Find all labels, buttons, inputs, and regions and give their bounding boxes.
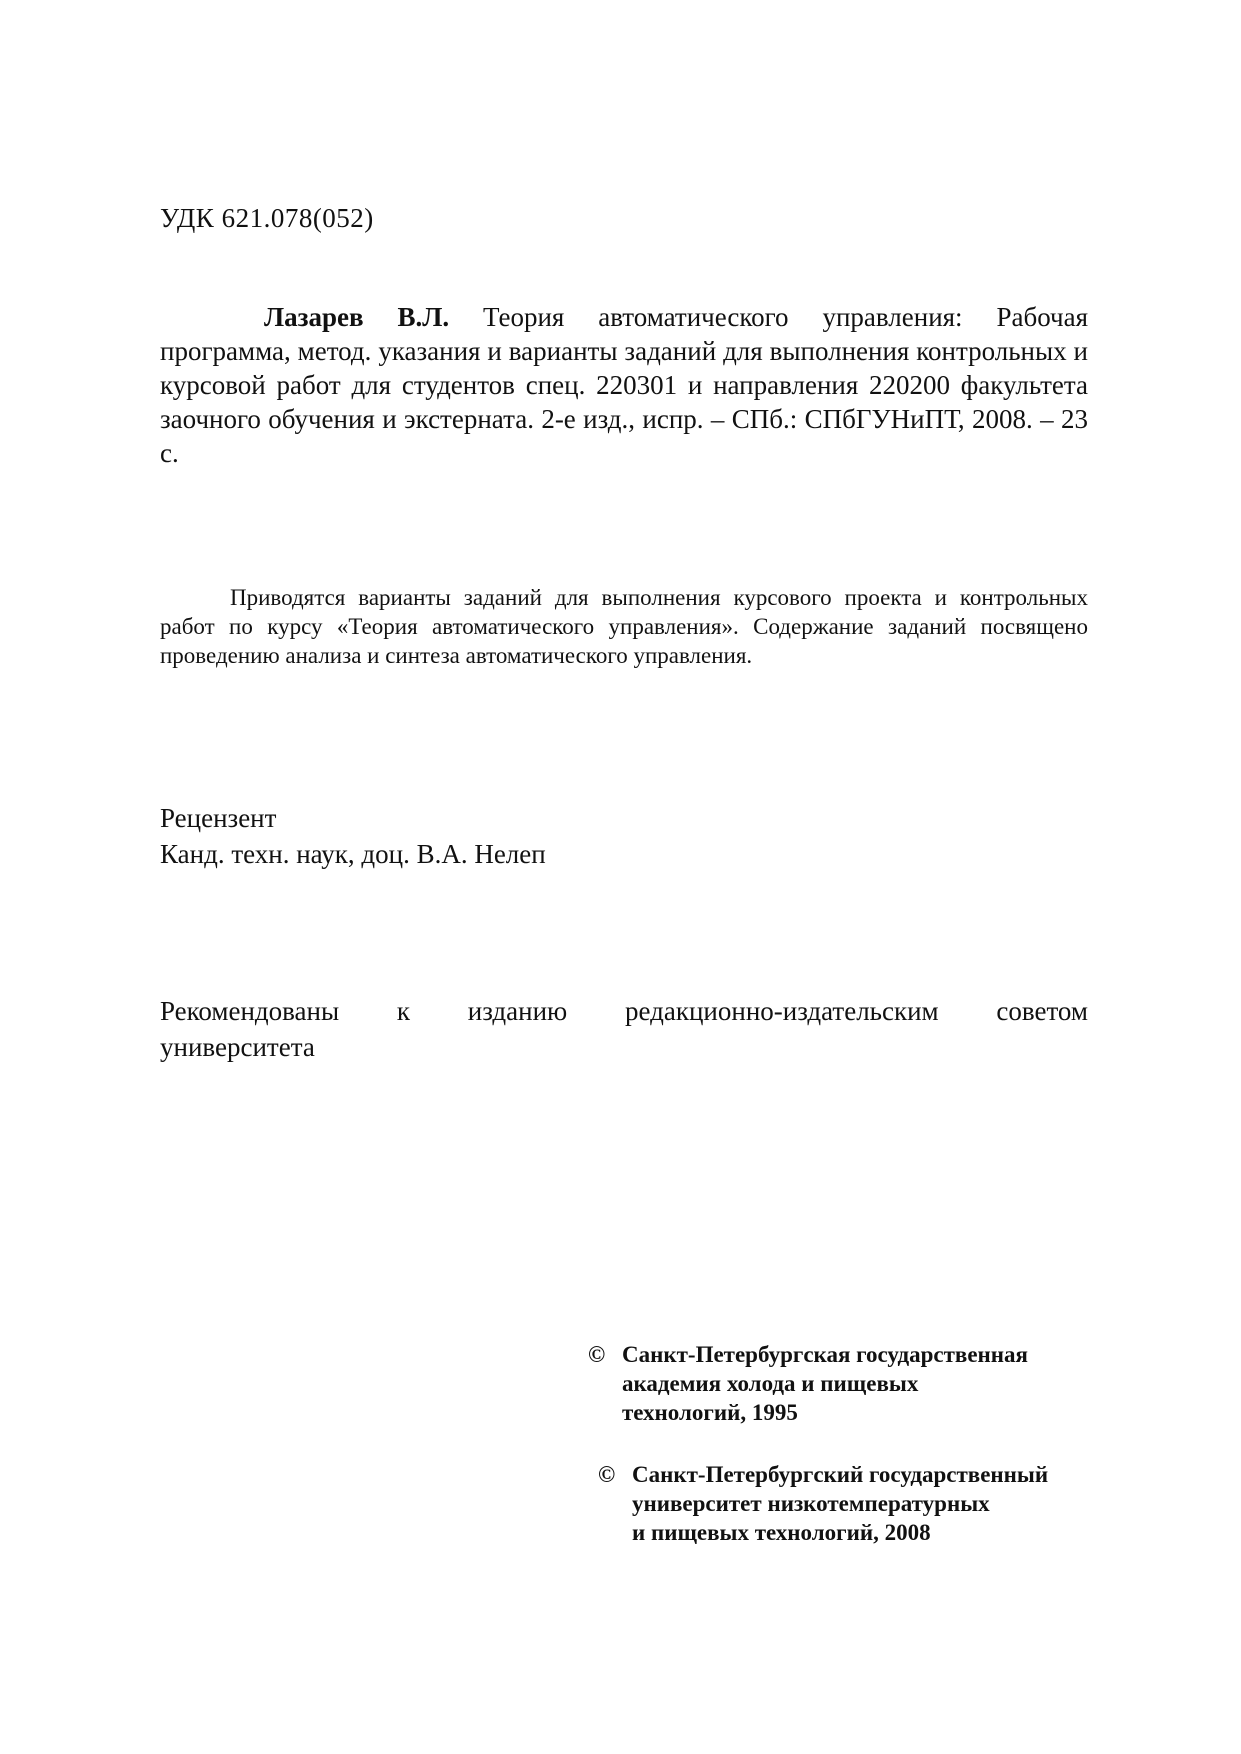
copyright-line: университет низкотемпературных <box>632 1491 990 1516</box>
author-name: Лазарев В.Л. <box>264 302 450 332</box>
reviewer-name: Канд. техн. наук, доц. В.А. Нелеп <box>160 839 546 869</box>
copyright-notice-academy <box>588 1340 1028 1427</box>
copyright-line: Санкт-Петербургский государственный <box>632 1462 1049 1487</box>
recommendation-word: изданию <box>467 996 568 1026</box>
recommendation-last-line: университета <box>160 1032 315 1062</box>
copyright-line: технологий, 1995 <box>622 1400 798 1425</box>
copyright-symbol: © <box>598 1462 616 1487</box>
recommendation-word: советом <box>996 996 1088 1026</box>
bibliographic-text: Теория автоматического управления: Рабочая программа, метод. указания и варианты заданий для выполнения контрольных и курсовой работ для студентов спец. 220301 и направления 220200 факультета заочного обучения и экстерната. 2-е изд., испр. – СПб.: СПбГУНиПТ, 2008. – 23 с. <box>160 302 1088 468</box>
reviewer-label: Рецензент <box>160 803 277 833</box>
reviewer-block <box>160 800 546 872</box>
annotation-paragraph: Приводятся варианты заданий для выполнения курсового проекта и контрольных работ по курсу «Теория автоматического управления». Содержание заданий посвящено проведению анализа и синтеза автоматического управления. <box>160 585 1088 668</box>
copyright-line: академия холода и пищевых <box>622 1371 919 1396</box>
udk-code: УДК 621.078(052) <box>160 203 374 233</box>
recommendation-word: к <box>396 996 411 1026</box>
recommendation-word: Рекомендованы <box>160 996 340 1026</box>
bibliographic-record <box>160 300 1088 470</box>
copyright-symbol: © <box>588 1342 606 1367</box>
copyright-line: Санкт-Петербургская государственная <box>622 1342 1028 1367</box>
recommendation-word: редакционно-издательским <box>625 996 939 1026</box>
copyright-notice-university <box>598 1460 1048 1547</box>
recommendation-first-line <box>160 993 1088 1029</box>
copyright-line: и пищевых технологий, 2008 <box>632 1520 931 1545</box>
recommendation-block <box>160 993 1088 1065</box>
